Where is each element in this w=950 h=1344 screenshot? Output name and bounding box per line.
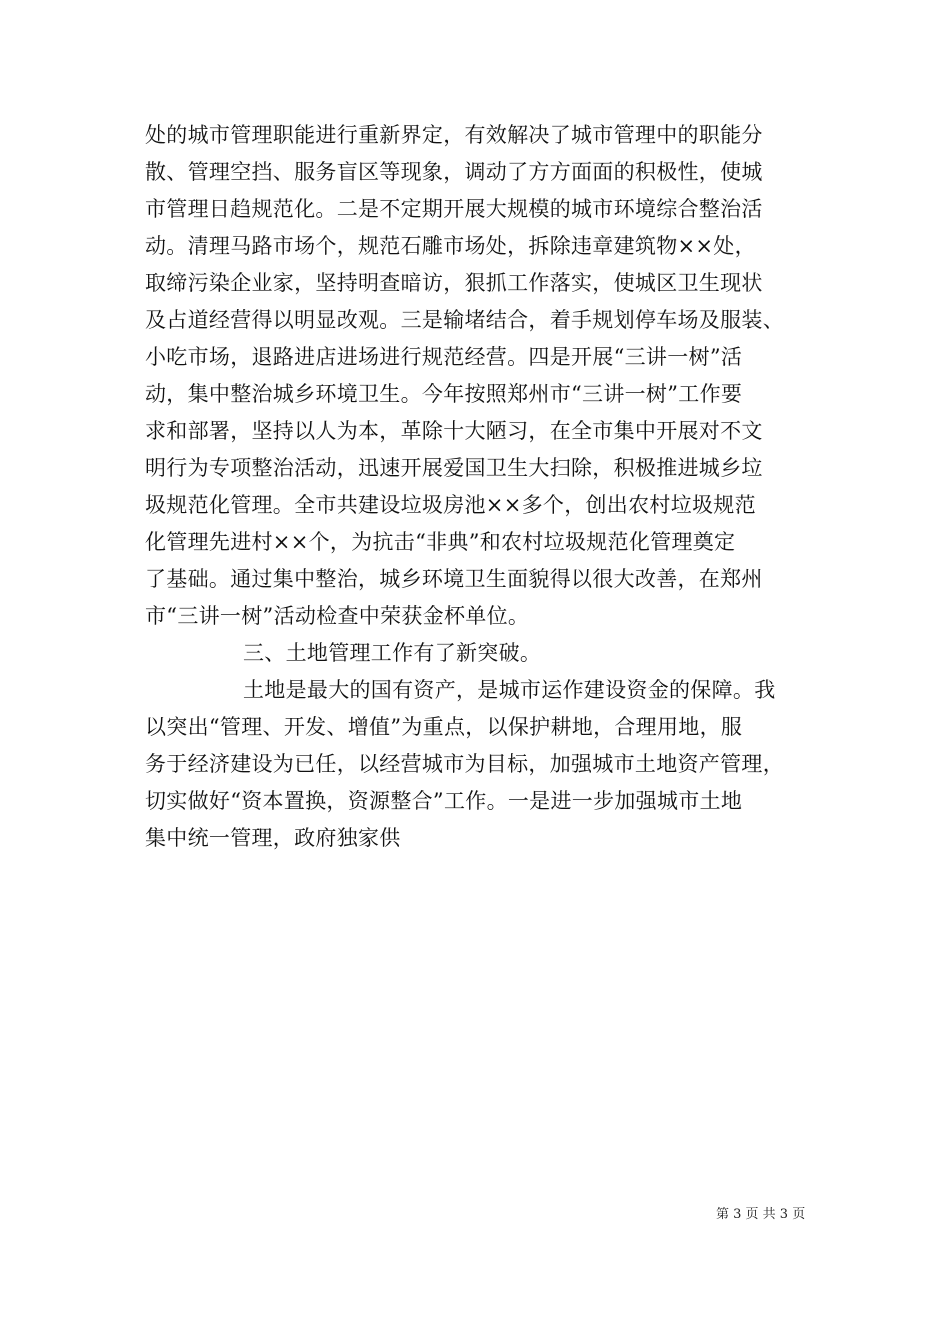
section-heading: 三、土地管理工作有了新突破。 xyxy=(243,641,542,665)
text-line: 化管理先进村××个，为抗击“非典”和农村垃圾规范化管理奠定 xyxy=(145,530,736,554)
text-line: 动，集中整治城乡环境卫生。今年按照郑州市“三讲一树”工作要 xyxy=(145,382,743,406)
text-line: 求和部署，坚持以人为本，革除十大陋习，在全市集中开展对不文 xyxy=(145,419,763,443)
body-text xyxy=(145,117,817,857)
text-line: 处的城市管理职能进行重新界定，有效解决了城市管理中的职能分 xyxy=(145,123,763,147)
text-line: 及占道经营得以明显改观。三是输堵结合，着手规划停车场及服装、 xyxy=(145,308,784,332)
text-line: 取缔污染企业家，坚持明查暗访，狠抓工作落实，使城区卫生现状 xyxy=(145,271,763,295)
text-line: 了基础。通过集中整治，城乡环境卫生面貌得以很大改善，在郑州 xyxy=(145,567,763,591)
paragraph-first-line: 土地是最大的国有资产，是城市运作建设资金的保障。我 xyxy=(243,678,776,702)
text-line: 动。清理马路市场个，规范石雕市场处，拆除违章建筑物××处， xyxy=(145,234,756,258)
text-line: 切实做好“资本置换，资源整合”工作。一是进一步加强城市土地 xyxy=(145,789,743,813)
text-line: 散、管理空挡、服务盲区等现象，调动了方方面面的积极性，使城 xyxy=(145,160,763,184)
text-line: 务于经济建设为已任，以经营城市为目标，加强城市土地资产管理， xyxy=(145,752,784,776)
text-line: 明行为专项整治活动，迅速开展爱国卫生大扫除，积极推进城乡垃 xyxy=(145,456,763,480)
text-line: 集中统一管理，政府独家供 xyxy=(145,826,401,850)
text-line: 圾规范化管理。全市共建设垃圾房池××多个，创出农村垃圾规范 xyxy=(145,493,756,517)
text-line: 小吃市场，退路进店进场进行规范经营。四是开展“三讲一树”活 xyxy=(145,345,743,369)
page-number-footer: 第 3 页 共 3 页 xyxy=(716,1207,806,1222)
text-line: 市管理日趋规范化。二是不定期开展大规模的城市环境综合整治活 xyxy=(145,197,763,221)
text-line: 以突出“管理、开发、增值”为重点，以保护耕地，合理用地，服 xyxy=(145,715,743,739)
text-line: 市“三讲一树”活动检查中荣获金杯单位。 xyxy=(145,604,530,628)
